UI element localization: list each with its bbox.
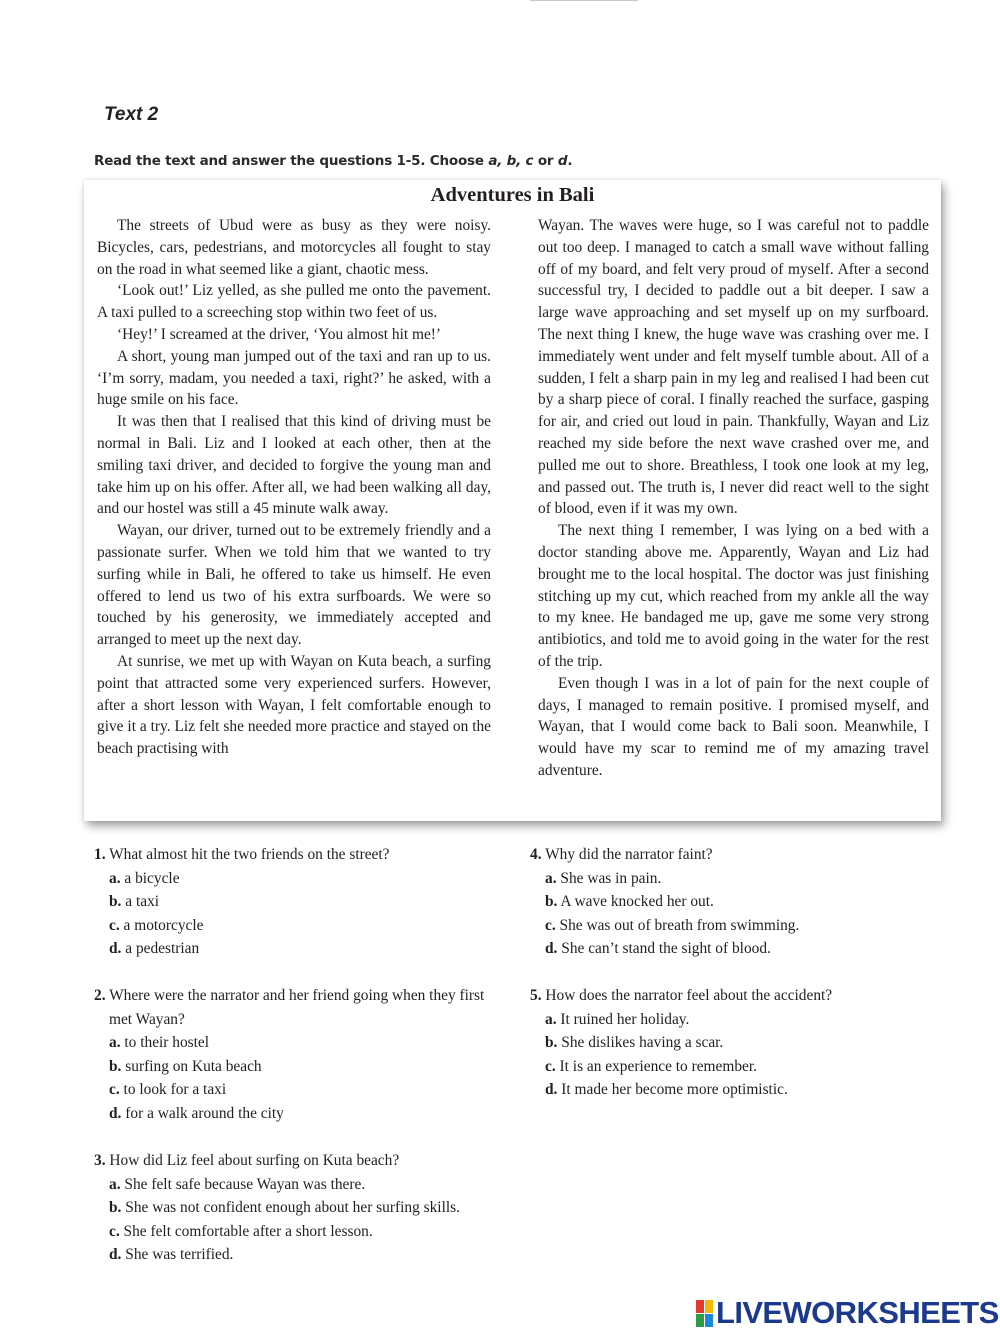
option-text: to look for a taxi xyxy=(123,1081,227,1098)
story-right-column xyxy=(538,215,929,782)
option-letter: a. xyxy=(109,1034,121,1051)
answer-option[interactable] xyxy=(94,1220,514,1244)
instruction-end: . xyxy=(567,153,573,169)
question-2 xyxy=(94,984,499,1125)
option-letter: a. xyxy=(545,1010,557,1028)
logo-block xyxy=(705,1300,713,1313)
answer-option[interactable] xyxy=(530,890,950,914)
answer-option[interactable] xyxy=(94,1243,514,1267)
story-paragraph: Wayan, our driver, turned out to be extremely friendly and a passionate surfer. When we told him that we wanted to try surfing while in Bali, he offered to take us himself. He even offered to lend us two of his extra surfboards. We were so touched by his generosity, we immediately accepted and arranged to meet up the next day. xyxy=(97,522,491,649)
story-paragraph: ‘Hey!’ I screamed at the driver, ‘You almost hit me!’ xyxy=(117,325,442,343)
option-text: She was not confident enough about her surfing skills. xyxy=(125,1199,460,1216)
story-paragraph: A short, young man jumped out of the taxi and ran up to us. ‘I’m sorry, madam, you needed a taxi, right?’ he asked, with a huge smile on his face. xyxy=(97,347,491,409)
option-letter: d. xyxy=(545,1081,558,1098)
option-letter: d. xyxy=(109,940,122,957)
option-letter: a. xyxy=(109,1175,121,1193)
option-letter: d. xyxy=(545,940,558,957)
option-text: for a walk around the city xyxy=(125,1104,284,1122)
story-paragraph: The next thing I remember, I was lying on a bed with a doctor standing above me. Apparently, Wayan and Liz had brought me to the local hospital. The doctor was just finishing stitching up my cut, which reached from my ankle all the way to my knee. He bandaged me up, gave me some very strong antibiotics, and told me to avoid going in the water for the rest of the trip. xyxy=(538,522,929,670)
answer-option[interactable] xyxy=(94,914,504,938)
story-paragraph-continued: Wayan. The waves were huge, so I was careful not to paddle out too deep. I managed to catch a small wave without falling off of my board, and felt very proud of myself. After a second successful try, I decided to paddle out a bit deeper. I saw a large wave approaching and set myself up on my surfboard. The next thing I knew, the huge wave was crashing over me. I immediately went under and felt myself tumble about. All of a sudden, I felt a sharp pain in my leg and realised I had been cut by a sharp piece of coral. I finally reached the surface, gasping for air, and cried out loud in pain. Thankfully, Wayan and Liz reached my side before the next wave crashed over me, and pulled me out to shore. Breathless, I took one look at my leg, and passed out. The truth is, I never did react well to the sight of blood, even if it was my own. xyxy=(538,217,929,518)
option-text: It is an experience to remember. xyxy=(559,1057,757,1075)
answer-option[interactable] xyxy=(530,1055,950,1079)
option-letter: c. xyxy=(109,916,120,934)
option-letter: b. xyxy=(109,1199,122,1216)
option-text: a taxi xyxy=(125,893,160,910)
logo-block xyxy=(705,1314,713,1327)
answer-option[interactable] xyxy=(94,1196,514,1220)
answer-option[interactable] xyxy=(94,1173,514,1197)
question-number: 5. xyxy=(530,987,542,1004)
answer-option[interactable] xyxy=(530,1008,950,1032)
option-text: She dislikes having a scar. xyxy=(561,1034,724,1051)
option-letter: c. xyxy=(545,1057,556,1075)
story-paragraph: It was then that I realised that this kind of driving must be normal in Bali. Liz and I looked at each other, then at the smiling taxi driver, and decided to forgive the young man and take him up on his offer. After all, we had been walking all day, and our hostel was still a 45 minute walk away. xyxy=(97,413,491,518)
option-text: It made her become more optimistic. xyxy=(561,1081,788,1098)
story-paragraph: The streets of Ubud were as busy as they were noisy. Bicycles, cars, pedestrians, and motorcycles all fought to stay on the road in what seemed like a giant, chaotic mess. xyxy=(97,217,491,278)
option-letter: c. xyxy=(109,1081,120,1098)
option-letter: c. xyxy=(545,916,556,934)
question-number: 2. xyxy=(94,987,106,1004)
option-text: a pedestrian xyxy=(125,940,200,957)
option-text: to their hostel xyxy=(124,1034,210,1051)
answer-option[interactable] xyxy=(94,890,504,914)
option-text: a bicycle xyxy=(124,869,180,887)
section-title: Text 2 xyxy=(104,104,159,125)
question-text: How did Liz feel about surfing on Kuta beach? xyxy=(109,1152,400,1169)
answer-option[interactable] xyxy=(530,1078,950,1102)
instruction-or: or xyxy=(533,153,558,169)
logo-block xyxy=(696,1314,704,1327)
answer-option[interactable] xyxy=(94,937,504,961)
answer-option[interactable] xyxy=(94,867,504,891)
instruction-options: a, b, c xyxy=(488,153,534,169)
question-number: 1. xyxy=(94,846,106,863)
question-number: 3. xyxy=(94,1152,106,1169)
logo-mark-icon xyxy=(696,1300,713,1327)
option-letter: c. xyxy=(109,1222,120,1240)
story-left-column xyxy=(97,215,491,760)
story-paragraph: At sunrise, we met up with Wayan on Kuta beach, a surfing point that attracted some very experienced surfers. However, after a short lesson with Wayan, I felt comfortable enough to give it a try. Liz felt she needed more practice and stayed on the beach practising with xyxy=(97,652,491,758)
liveworksheets-logo[interactable] xyxy=(696,1296,999,1330)
option-letter: b. xyxy=(545,1034,558,1051)
option-text: She was in pain. xyxy=(560,869,662,887)
question-3 xyxy=(94,1149,514,1267)
option-text: It ruined her holiday. xyxy=(560,1010,690,1028)
reading-text-box xyxy=(84,180,941,821)
option-letter: b. xyxy=(109,1057,122,1075)
question-5 xyxy=(530,984,950,1102)
question-text: Where were the narrator and her friend going when they first met Wayan? xyxy=(109,987,485,1028)
top-divider-line xyxy=(530,0,638,1)
question-text: Why did the narrator faint? xyxy=(545,846,713,863)
instruction-text: Read the text and answer the questions 1-5. Choose xyxy=(94,153,489,169)
option-text: She felt safe because Wayan was there. xyxy=(124,1175,366,1193)
logo-block xyxy=(696,1300,704,1313)
instruction-last-option: d xyxy=(557,153,568,169)
option-text: She felt comfortable after a short lesson. xyxy=(123,1222,373,1240)
question-text: What almost hit the two friends on the street? xyxy=(109,846,390,863)
option-text: A wave knocked her out. xyxy=(560,893,714,910)
instructions xyxy=(94,153,572,169)
question-text: How does the narrator feel about the accident? xyxy=(545,987,833,1004)
option-letter: b. xyxy=(545,893,558,910)
answer-option[interactable] xyxy=(94,1031,499,1055)
story-paragraph: Even though I was in a lot of pain for the next couple of days, I managed to remain positive. I promised myself, and Wayan, that I would come back to Bali soon. Meanwhile, I would have my scar to remind me of my amazing travel adventure. xyxy=(538,674,929,779)
option-text: She was out of breath from swimming. xyxy=(559,916,800,934)
option-text: She can’t stand the sight of blood. xyxy=(561,940,771,957)
option-text: a motorcycle xyxy=(123,916,204,934)
option-letter: a. xyxy=(545,869,557,887)
option-letter: d. xyxy=(109,1246,122,1263)
answer-option[interactable] xyxy=(530,1031,950,1055)
question-1 xyxy=(94,843,504,961)
answer-option[interactable] xyxy=(530,914,950,938)
answer-option[interactable] xyxy=(530,867,950,891)
option-letter: b. xyxy=(109,893,122,910)
question-number: 4. xyxy=(530,846,542,863)
logo-text: LIVEWORKSHEETS xyxy=(716,1295,999,1330)
option-text: She was terrified. xyxy=(125,1246,234,1263)
option-letter: d. xyxy=(109,1104,122,1122)
question-4 xyxy=(530,843,950,961)
answer-option[interactable] xyxy=(530,937,950,961)
answer-option[interactable] xyxy=(94,1102,499,1126)
answer-option[interactable] xyxy=(94,1078,499,1102)
story-title: Adventures in Bali xyxy=(430,184,595,206)
option-text: surfing on Kuta beach xyxy=(125,1057,262,1075)
option-letter: a. xyxy=(109,869,121,887)
story-paragraph: ‘Look out!’ Liz yelled, as she pulled me onto the pavement. A taxi pulled to a screeching stop within two feet of us. xyxy=(97,282,491,322)
answer-option[interactable] xyxy=(94,1055,499,1079)
